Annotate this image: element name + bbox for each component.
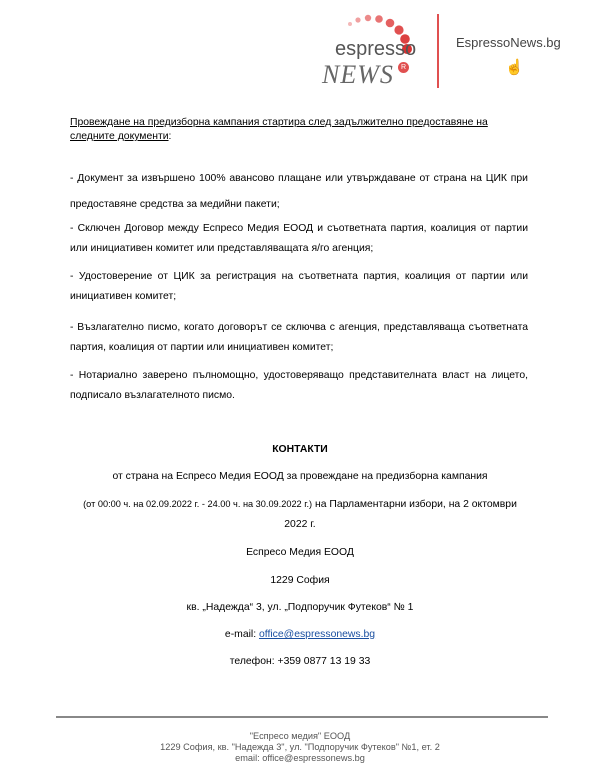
contacts-period-year: 2022 г. [284,519,316,530]
contacts-heading: КОНТАКТИ [272,444,328,455]
email-link[interactable]: office@espressonews.bg [259,629,376,640]
footer-address: 1229 София, кв. "Надежда 3", ул. "Подпоручик Футеков" №1, ет. 2 [160,742,440,752]
intro-underlined: Провеждане на предизборна кампания стартира след задължително предоставяне на следните документи [70,117,488,142]
hand-pointer-icon: ☝ [505,59,524,76]
list-item: - Документ за извършено 100% авансово плащане или утвърждаване от страна на ЦИК при предоставяне средства за медийни пакети; [70,173,528,210]
contacts-period-dates: (от 00:00 ч. на 02.09.2022 г. - 24.00 ч. на 30.09.2022 г.) [83,499,313,509]
contacts-city: 1229 София [270,575,330,586]
footer-divider [56,716,548,718]
logo-registered-badge: R [398,62,409,73]
logo-wordmark: espresso [335,38,417,60]
email-label: e-mail: [224,629,259,640]
contacts-period [60,497,540,512]
list-item: - Нотариално заверено пълномощно, удостоверяващо представителната власт на лицето, подписало възлагателното писмо. [70,370,528,401]
site-name-link[interactable]: EspressoNews.bg [456,35,561,50]
contacts-line: от страна на Еспресо Медия ЕООД за провеждане на предизборна кампания [112,471,488,482]
header-divider [437,14,439,88]
contacts-email-row [60,628,540,642]
page-header [0,0,600,110]
contacts-phone: телефон: +359 0877 13 19 33 [229,656,371,667]
logo-news: NEWS [322,60,394,89]
list-item: - Възлагателно писмо, когато договорът се сключва с агенция, представляваща съответната партия, коалиция от партии или инициативен комитет; [70,322,528,353]
list-item: - Сключен Договор между Еспресо Медия ЕООД и съответната партия, коалиция от партии или инициативен комитет или представляващата я/го агенция; [70,223,528,254]
footer-company: "Еспресо медия" ЕООД [249,731,351,741]
intro-colon: : [168,131,172,142]
list-item: - Удостоверение от ЦИК за регистрация на съответната партия, коалиция от партии или инициативен комитет; [70,271,528,302]
contacts-address: кв. „Надежда“ 3, ул. „Подпоручик Футеков“ № 1 [186,602,414,613]
contacts-period-elections: на Парламентарни избори, на 2 октомври [312,499,517,510]
footer-email: email: office@espressonews.bg [235,753,365,763]
intro-paragraph [70,116,528,144]
contacts-company: Еспресо Медия ЕООД [246,547,354,558]
